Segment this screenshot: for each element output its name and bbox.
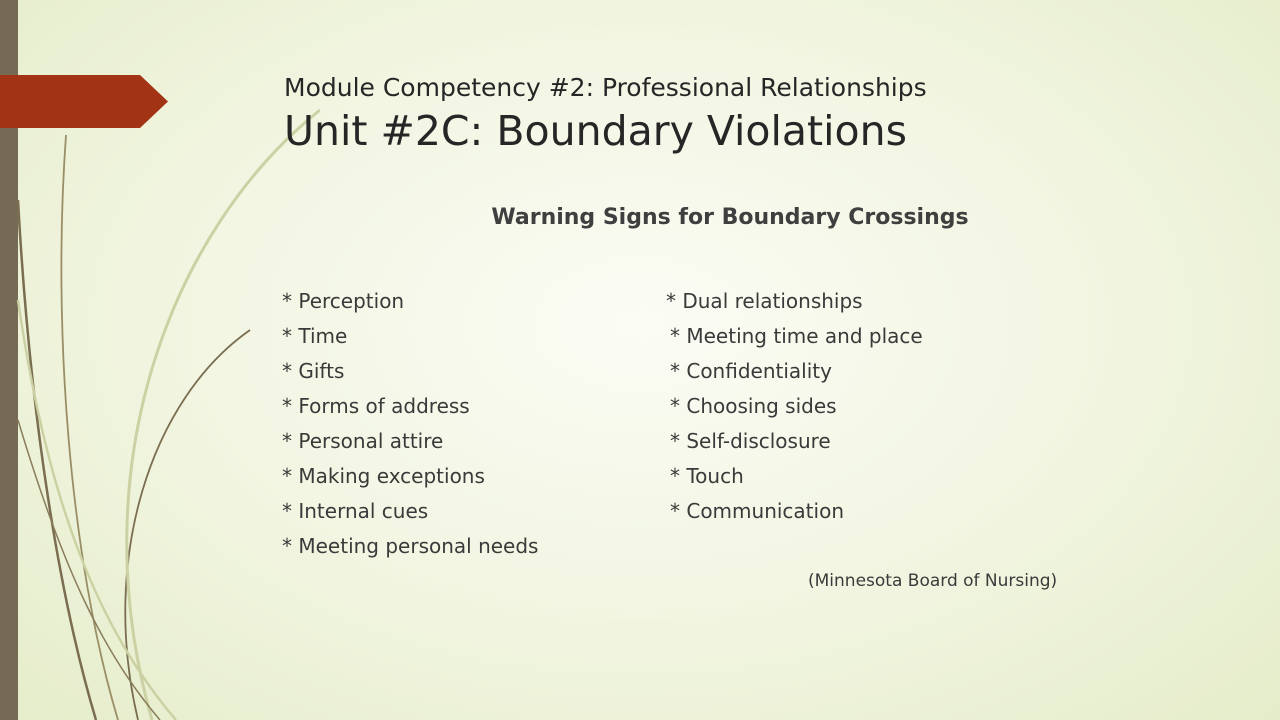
list-item: * Dual relationships — [666, 289, 863, 313]
list-item: * Confidentiality — [670, 359, 832, 383]
module-title: Module Competency #2: Professional Relationships — [284, 73, 927, 102]
list-item: * Meeting time and place — [670, 324, 923, 348]
list-item: * Touch — [670, 464, 744, 488]
source-citation: (Minnesota Board of Nursing) — [808, 571, 1058, 591]
list-item: * Making exceptions — [282, 464, 485, 488]
left-warning-signs-list — [282, 284, 538, 564]
unit-title: Unit #2C: Boundary Violations — [284, 107, 907, 155]
right-warning-signs-list — [666, 284, 923, 529]
section-heading: Warning Signs for Boundary Crossings — [491, 205, 969, 230]
red-arrow-accent — [0, 75, 170, 128]
slide-title — [284, 70, 1244, 156]
list-item: * Internal cues — [282, 499, 429, 523]
list-item: * Self-disclosure — [670, 429, 831, 453]
list-item: * Choosing sides — [670, 394, 837, 418]
list-item: * Forms of address — [282, 394, 470, 418]
list-item: * Personal attire — [282, 429, 444, 453]
list-item: * Perception — [282, 289, 405, 313]
list-item: * Communication — [670, 499, 844, 523]
list-item: * Gifts — [282, 359, 345, 383]
list-item: * Time — [282, 324, 348, 348]
list-item: * Meeting personal needs — [282, 534, 539, 558]
